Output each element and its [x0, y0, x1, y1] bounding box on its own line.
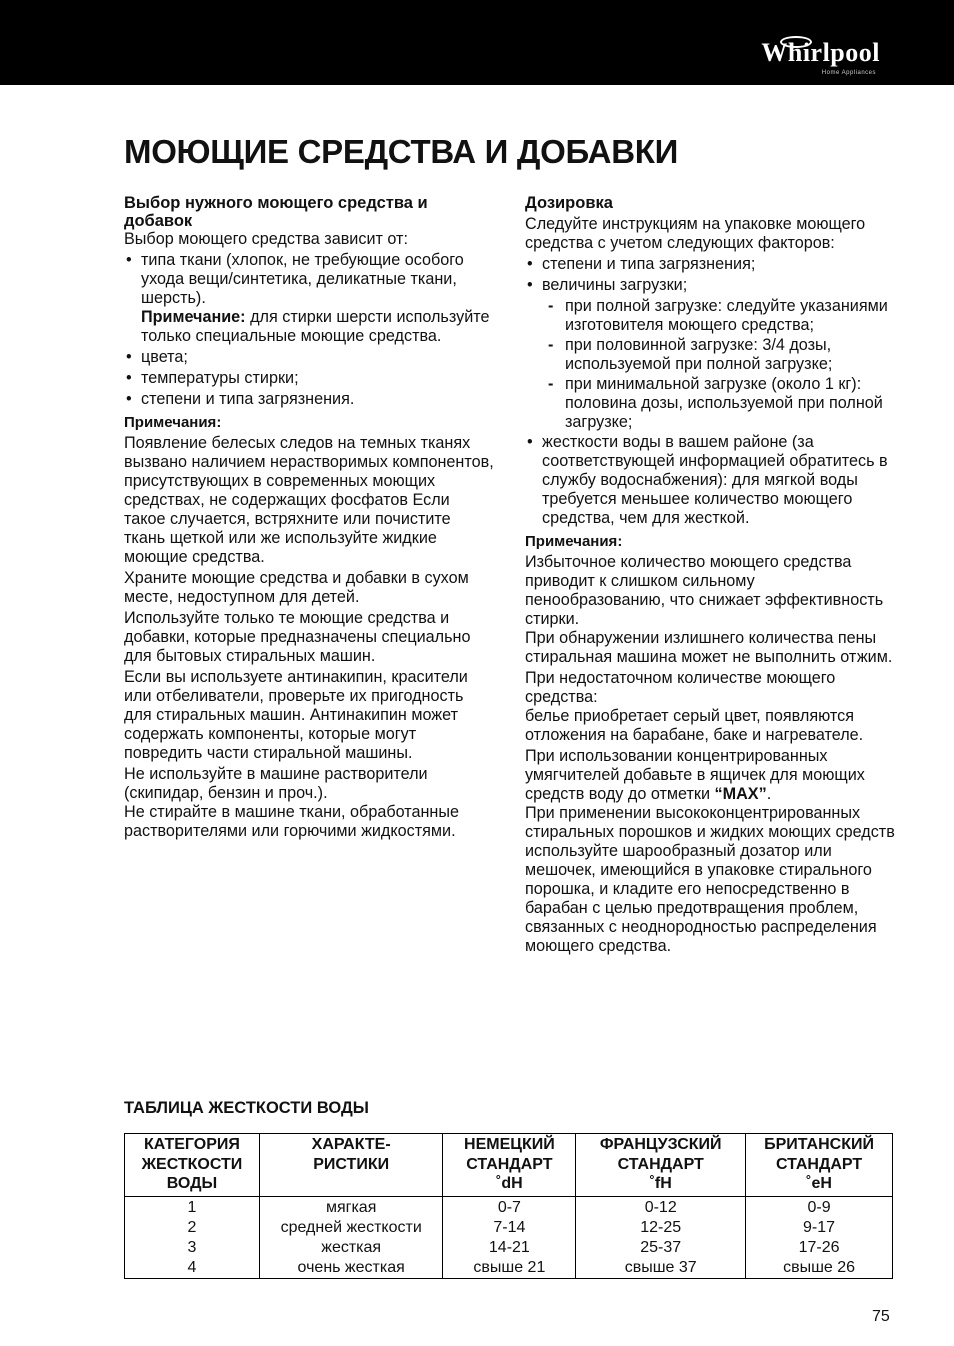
table-header-cell: БРИТАНСКИЙ СТАНДАРТ ˚eH	[746, 1134, 893, 1197]
left-intro: Выбор моющего средства зависит от:	[124, 230, 408, 248]
table-header-cell: КАТЕГОРИЯ ЖЕСТКОСТИ ВОДЫ	[125, 1134, 260, 1197]
right-paragraph: белье приобретает серый цвет, появляются отложения на барабане, баке и нагревателе.	[525, 707, 864, 744]
right-notes-title: Примечания:	[525, 533, 623, 550]
right-paragraph: При использовании концентрированных умягчителей добавьте в ящичек для моющих средств воду до отметки “MAX”.	[525, 747, 865, 803]
table-title: ТАБЛИЦА ЖЕСТКОСТИ ВОДЫ	[124, 1099, 369, 1117]
left-paragraph: Не стирайте в машине ткани, обработанные растворителями или горючими жидкостями.	[124, 803, 459, 840]
table-row	[125, 1258, 893, 1279]
left-paragraph: Используйте только те моющие средства и добавки, которые предназначены специально для бытовых стиральных машин.	[124, 609, 471, 665]
list-item: • величины загрузки;	[525, 276, 895, 295]
table-cell: 25-37	[576, 1238, 746, 1258]
table-cell: 17-26	[746, 1238, 893, 1258]
table-row	[125, 1218, 893, 1238]
table-cell: 4	[125, 1258, 260, 1279]
left-paragraph: Храните моющие средства и добавки в сухом месте, недоступном для детей.	[124, 569, 469, 606]
list-item: • жесткости воды в вашем районе (за соответствующей информацией обратитесь в службу водоснабжения): для мягкой воды требуется меньшее количество моющего средства, чем для жесткой.	[525, 433, 895, 528]
page-header-bar	[0, 0, 954, 85]
table-cell: 3	[125, 1238, 260, 1258]
table-cell: 7-14	[443, 1218, 576, 1238]
list-item: • цвета;	[124, 348, 494, 367]
left-paragraph: Если вы используете антинакипин, красители или отбеливатели, проверьте их пригодность для стиральных машин. Антинакипин может содержать компоненты, которые могут повредить части стиральной машины.	[124, 668, 468, 762]
table-cell: свыше 21	[443, 1258, 576, 1279]
table-header-row	[125, 1134, 893, 1197]
right-column	[525, 194, 895, 958]
table-cell: очень жесткая	[259, 1258, 443, 1279]
right-bullet-list	[525, 255, 895, 295]
page-title: МОЮЩИЕ СРЕДСТВА И ДОБАВКИ	[124, 133, 678, 170]
list-item: • степени и типа загрязнения.	[124, 390, 494, 409]
left-paragraph: Появление белесых следов на темных тканях вызвано наличием нерастворимых компонентов, присутствующих в современных моющих средствах, не содержащих фосфатов Если такое случается, встряхните или почистите ткань щеткой или же используйте жидкие моющие средства.	[124, 434, 494, 566]
table-header-cell: ХАРАКТЕ- РИСТИКИ	[259, 1134, 443, 1197]
water-hardness-table	[124, 1133, 893, 1279]
table-row	[125, 1197, 893, 1219]
table-cell: мягкая	[259, 1197, 443, 1219]
left-column	[124, 194, 494, 843]
table-header-cell: ФРАНЦУЗСКИЙ СТАНДАРТ ˚fH	[576, 1134, 746, 1197]
left-heading: Выбор нужного моющего средства и добавок	[124, 194, 428, 230]
whirlpool-logo: Whirlpool	[761, 38, 880, 67]
logo-subtitle: Home Appliances	[821, 70, 876, 76]
right-paragraph: При обнаружении излишнего количества пены стиральная машина может не выполнить отжим.	[525, 629, 893, 666]
right-paragraph: При недостаточном количестве моющего средства:	[525, 669, 836, 706]
right-dash-list	[525, 297, 895, 432]
right-paragraph: Избыточное количество моющего средства приводит к слишком сильному пенообразованию, что снижает эффективность стирки.	[525, 553, 884, 628]
left-paragraph: Не используйте в машине растворители (скипидар, бензин и проч.).	[124, 765, 428, 802]
table-cell: 0-7	[443, 1197, 576, 1219]
right-bullet-list-2	[525, 433, 895, 528]
list-item: • типа ткани (хлопок, не требующие особого ухода вещи/синтетика, деликатные ткани, шерсть). Примечание: для стирки шерсти используйте только специальные моющие средства.	[124, 251, 494, 346]
table-cell: 12-25	[576, 1218, 746, 1238]
table-header-cell: НЕМЕЦКИЙ СТАНДАРТ ˚dH	[443, 1134, 576, 1197]
table-cell: средней жесткости	[259, 1218, 443, 1238]
table-cell: 2	[125, 1218, 260, 1238]
table-cell: свыше 37	[576, 1258, 746, 1279]
list-item: • температуры стирки;	[124, 369, 494, 388]
list-item: - при минимальной загрузке (около 1 кг): половина дозы, используемой при полной загрузке;	[525, 375, 895, 432]
table-cell: 1	[125, 1197, 260, 1219]
right-heading: Дозировка	[525, 194, 613, 212]
table-cell: свыше 26	[746, 1258, 893, 1279]
table-cell: 14-21	[443, 1238, 576, 1258]
table-cell: 0-9	[746, 1197, 893, 1219]
page-number: 75	[872, 1308, 890, 1325]
right-paragraph: При применении высококонцентрированных стиральных порошков и жидких моющих средств используйте шарообразный дозатор или мешочек, имеющийся в упаковке стирального порошка, и кладите его непосредственно в барабан с целью предотвращения проблем, связанных с неоднородностью распределения моющего средства.	[525, 804, 895, 955]
list-item: - при половинной загрузке: 3/4 дозы, используемой при полной загрузке;	[525, 336, 895, 374]
list-item: • степени и типа загрязнения;	[525, 255, 895, 274]
left-notes-title: Примечания:	[124, 414, 222, 431]
table-cell: 0-12	[576, 1197, 746, 1219]
table-row	[125, 1238, 893, 1258]
table-cell: жесткая	[259, 1238, 443, 1258]
left-bullet-list	[124, 251, 494, 409]
table-cell: 9-17	[746, 1218, 893, 1238]
right-intro: Следуйте инструкциям на упаковке моющего средства с учетом следующих факторов:	[525, 215, 866, 252]
list-item: - при полной загрузке: следуйте указаниями изготовителя моющего средства;	[525, 297, 895, 335]
